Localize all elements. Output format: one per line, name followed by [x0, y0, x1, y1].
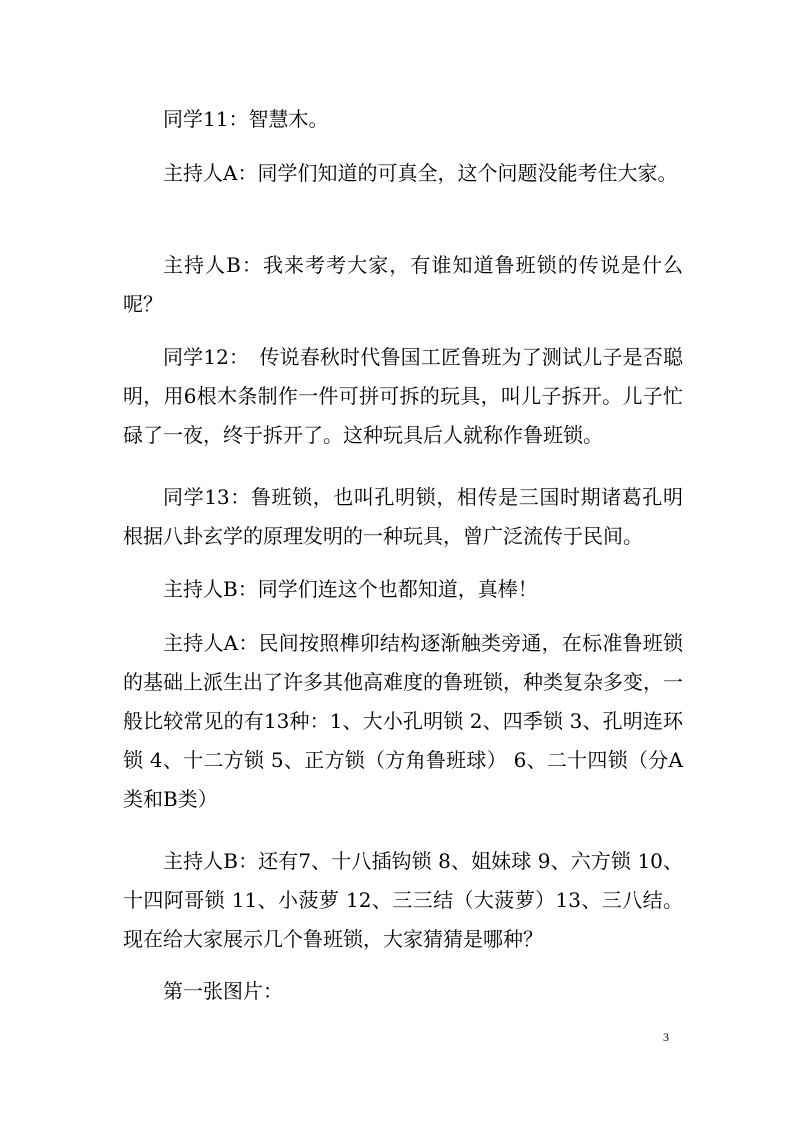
paragraph-first-image: 第一张图片：	[163, 979, 283, 1003]
paragraph-student-13: 同学13：鲁班锁，也叫孔明锁，相传是三国时期诸葛孔明根据八卦玄学的原理发明的一种玩具，曾广泛流传于民间。	[123, 485, 683, 548]
page-number: 3	[663, 1030, 669, 1044]
paragraph-host-b-1: 主持人B：我来考考大家，有谁知道鲁班锁的传说是什么呢？	[123, 253, 683, 316]
paragraph-host-b-2: 主持人B：同学们连这个也都知道，真棒！	[163, 577, 538, 601]
paragraph-host-a-2: 主持人A：民间按照榫卯结构逐渐触类旁通，在标准鲁班锁的基础上派生出了许多其他高难度的鲁班锁，种类复杂多变，一般比较常见的有13种：1、大小孔明锁 2、四季锁 3、孔明连环锁 4、十二方锁 5、正方锁（方角鲁班球） 6、二十四锁（分A类和B类）	[123, 631, 683, 811]
paragraph-host-a-1: 主持人A：同学们知道的可真全，这个问题没能考住大家。	[163, 161, 678, 185]
paragraph-student-12: 同学12： 传说春秋时代鲁国工匠鲁班为了测试儿子是否聪明，用6根木条制作一件可拼可拆的玩具，叫儿子拆开。儿子忙碌了一夜，终于拆开了。这种玩具后人就称作鲁班锁。	[123, 345, 683, 447]
paragraph-student-11: 同学11：智慧木。	[163, 107, 329, 131]
paragraph-host-b-3: 主持人B：还有7、十八插钩锁 8、姐妹球 9、六方锁 10、十四阿哥锁 11、小菠萝 12、三三结（大菠萝）13、三八结。现在给大家展示几个鲁班锁，大家猜猜是哪种？	[123, 849, 683, 951]
